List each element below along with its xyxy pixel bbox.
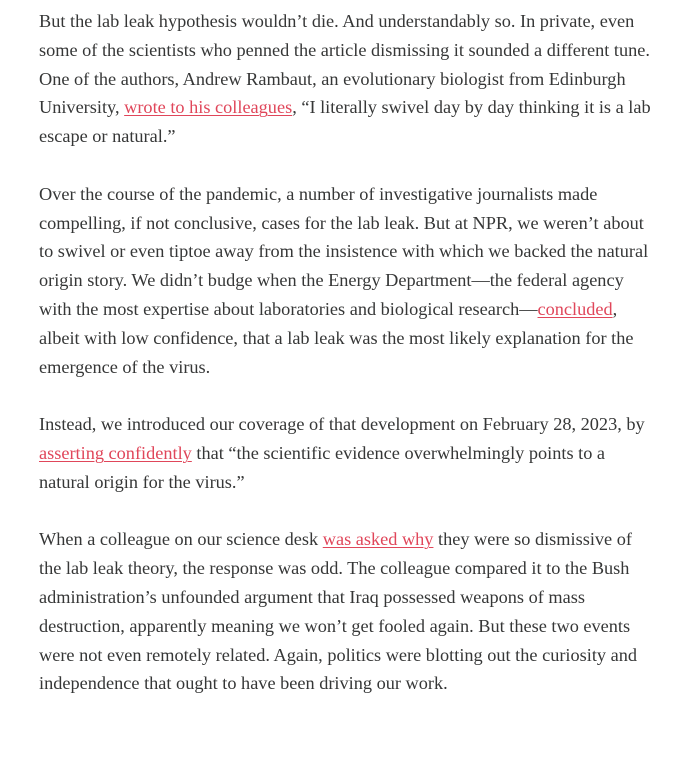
paragraph-text: Over the course of the pandemic, a number of investigative journalists made compelling, if not conclusive, cases for the lab leak. But at NPR, we weren’t about to swivel or even tiptoe away from the insistence with which we backed the natural origin story. We didn’t budge when the Energy Department—the federal agency with the most expertise about laboratories and biological research— [39, 183, 649, 319]
article-body [39, 7, 654, 698]
paragraph-energy-department [39, 180, 654, 382]
link-concluded[interactable]: concluded [537, 298, 613, 319]
paragraph-text: When a colleague on our science desk [39, 529, 323, 550]
link-wrote-to-his-colleagues[interactable]: wrote to his colleagues [124, 97, 293, 118]
paragraph-text: But the lab leak hypothesis wouldn’t die. And understandably so. In private, even some of the scientists who penned the article dismissing it sounded a different tune. One of the authors, Andrew Rambaut, an evolutionary biologist from Edinburgh University, [39, 11, 650, 118]
paragraph-science-desk [39, 525, 654, 698]
paragraph-text: that “the scientific evidence overwhelmingly points to a natural origin for the virus.” [39, 442, 606, 492]
paragraph-text: Instead, we introduced our coverage of that development on February 28, 2023, by [39, 414, 645, 435]
paragraph-text: , albeit with low confidence, that a lab leak was the most likely explanation for the emergence of the virus. [39, 298, 634, 377]
paragraph-text: they were so dismissive of the lab leak theory, the response was odd. The colleague compared it to the Bush administration’s unfounded argument that Iraq possessed weapons of mass destruction, apparently meaning we won’t get fooled again. But these two events were not even remotely related. Again, politics were blotting out the curiosity and independence that ought to have been driving our work. [39, 529, 638, 694]
link-asserting-confidently[interactable]: asserting confidently [39, 442, 192, 463]
paragraph-text: , “I literally swivel day by day thinking it is a lab escape or natural.” [39, 97, 651, 147]
paragraph-npr-coverage [39, 410, 654, 496]
paragraph-lab-leak-hypothesis [39, 7, 654, 151]
link-was-asked-why[interactable]: was asked why [322, 529, 434, 550]
